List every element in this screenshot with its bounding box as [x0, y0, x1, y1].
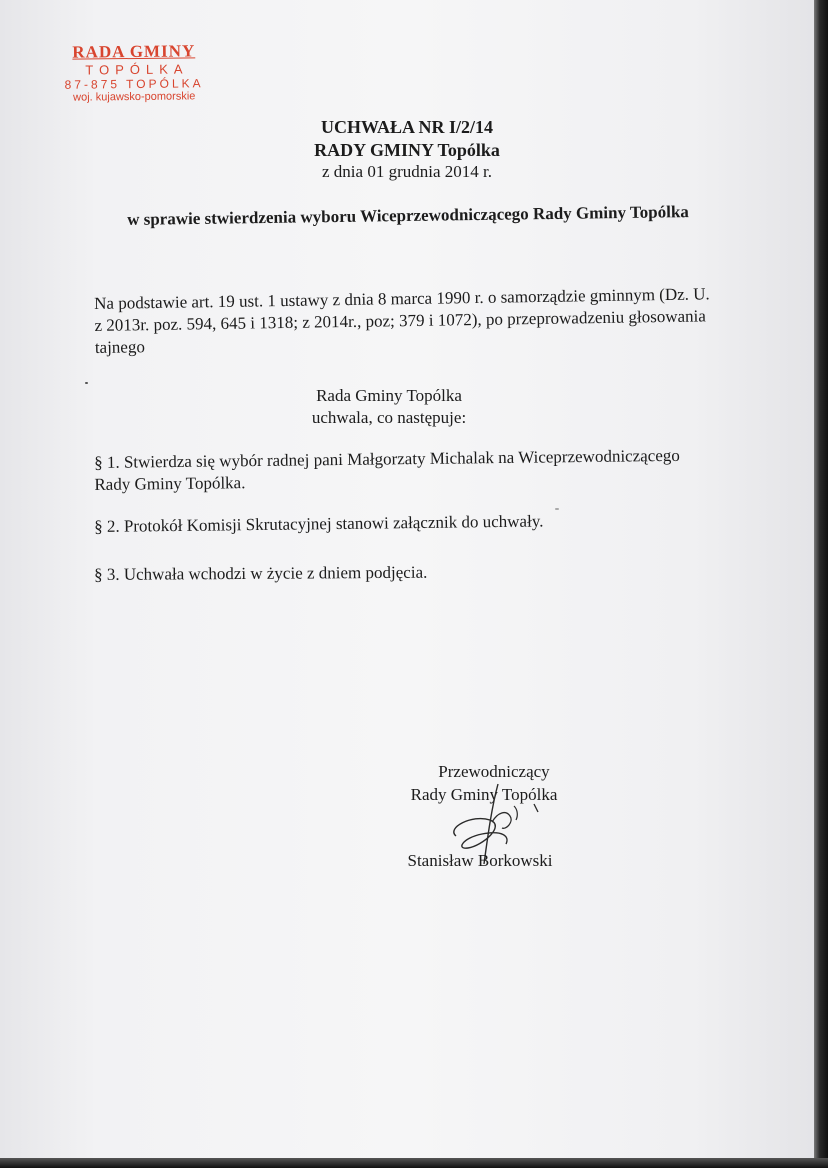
section-2: § 2. Protokół Komisji Skrutacyjnej stanowi załącznik do uchwały. [94, 511, 544, 536]
resolution-title: UCHWAŁA NR I/2/14 [320, 117, 494, 137]
scan-border-bottom [0, 1158, 828, 1168]
stamp-line-4: woj. kujawsko-pomorskie [73, 90, 196, 104]
section-1: § 1. Stwierdza się wybór radnej pani Małgorzaty Michalak na Wiceprzewodniczącego Rady Gminy Topólka. [94, 445, 680, 494]
resolution-subject: w sprawie stwierdzenia wyboru Wiceprzewodniczącego Rady Gminy Topólka [126, 202, 689, 229]
scan-speck [555, 508, 559, 510]
scan-border-right [814, 0, 828, 1168]
legal-basis-paragraph: Na podstawie art. 19 ust. 1 ustawy z dnia 8 marca 1990 r. o samorządzie gminnym (Dz. U. z 2013r. poz. 594, 645 i 1318; z 2014r., poz; 379 i 1072), po przeprowadzeniu głosowania tajnego [94, 284, 710, 357]
resolution-date: z dnia 01 grudnia 2014 r. [322, 162, 492, 181]
scan-speck [85, 382, 88, 384]
section-3: § 3. Uchwała wchodzi w życie z dniem podjęcia. [94, 562, 428, 584]
decree-body: Rada Gminy Topólka [316, 386, 462, 405]
signatory-name: Stanisław Borkowski [407, 851, 553, 870]
resolution-issuer: RADY GMINY Topólka [314, 140, 500, 160]
stamp-line-2: TOPÓLKA [85, 61, 189, 78]
council-stamp [48, 41, 221, 105]
signature-council: Rady Gminy Topólka [410, 785, 558, 804]
stamp-line-3: 87-875 TOPÓLKA [64, 76, 204, 92]
stamp-line-1: RADA GMINY [72, 41, 196, 62]
signature-role: Przewodniczący [438, 762, 550, 781]
decree-verb: uchwala, co następuje: [311, 408, 467, 427]
